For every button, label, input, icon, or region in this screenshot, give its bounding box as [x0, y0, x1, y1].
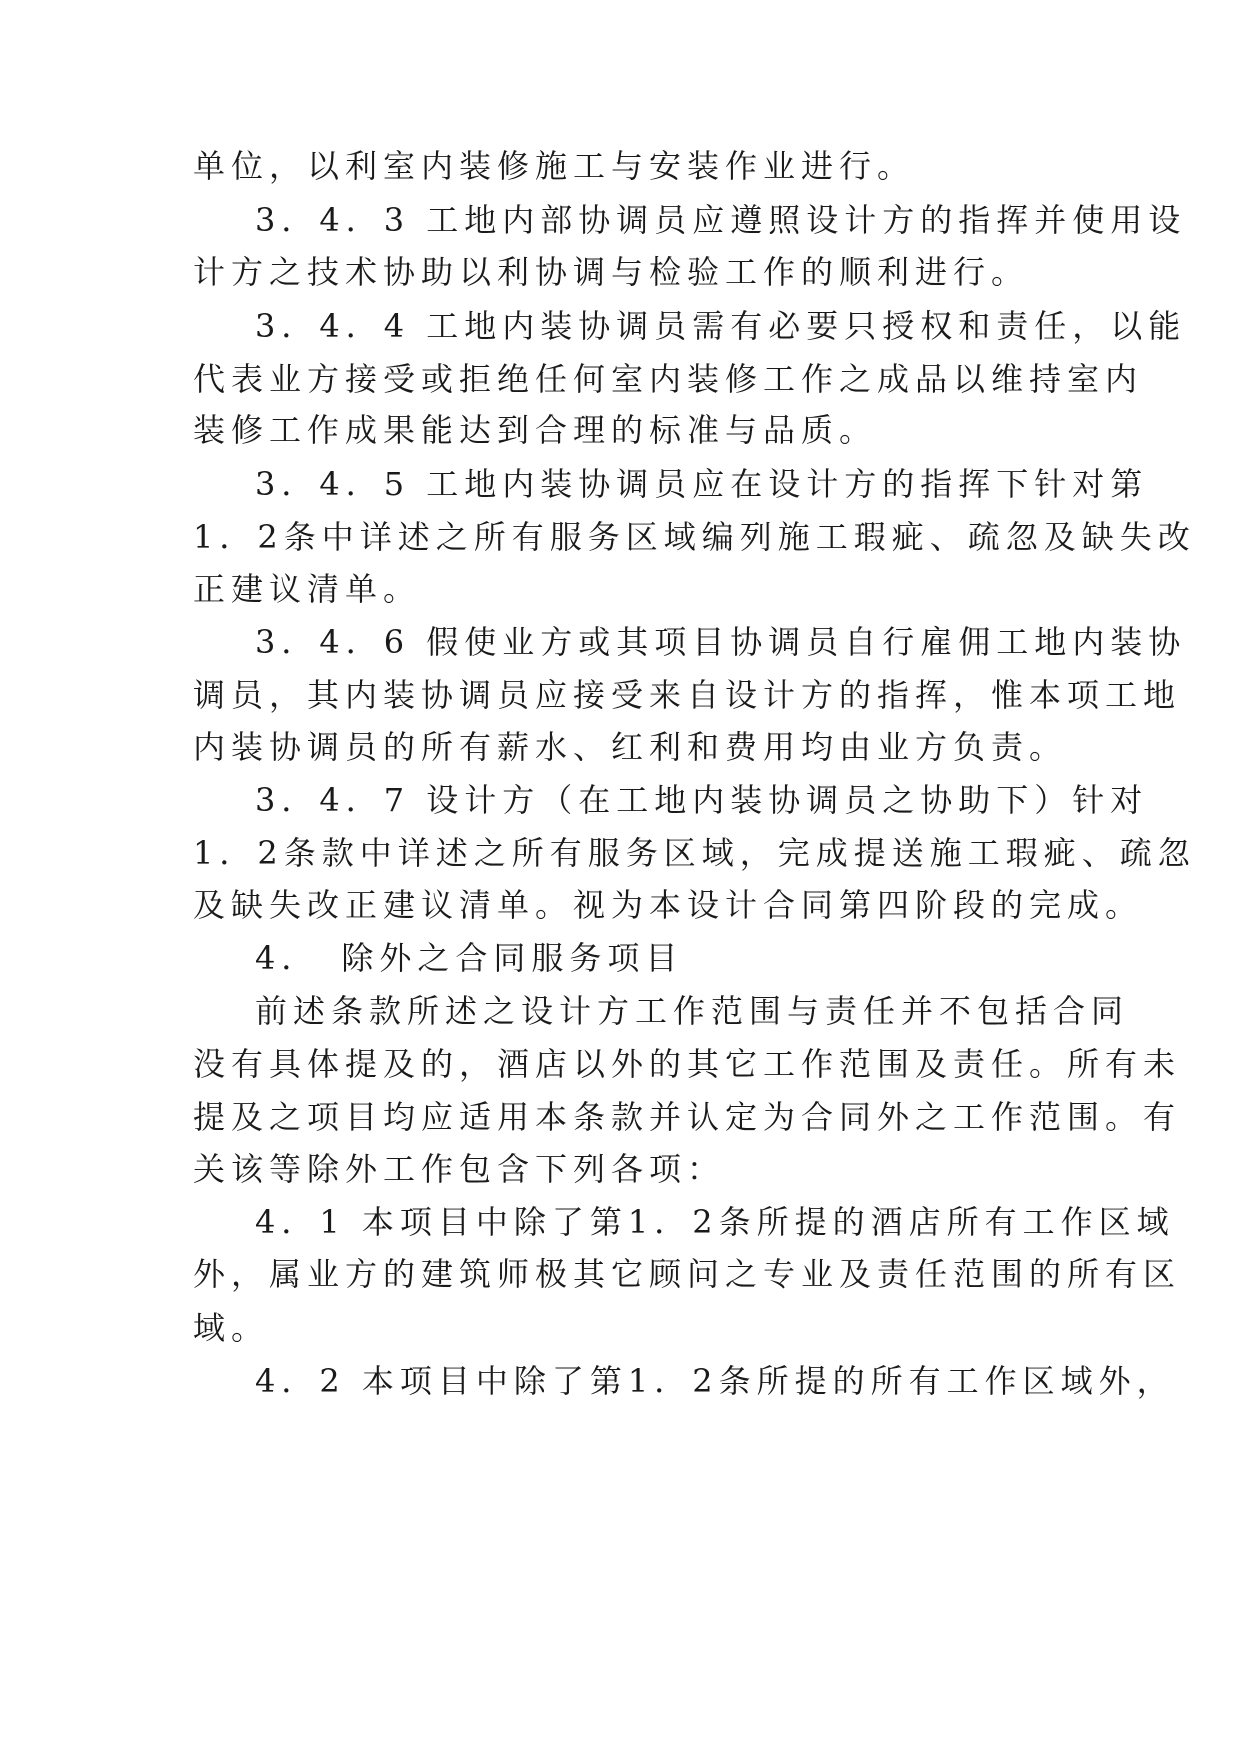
- section-heading-4: 4． 除外之合同服务项目: [255, 939, 684, 977]
- clause-4-2: 4．2 本项目中除了第1．2条所提的所有工作区域外，: [255, 1362, 1175, 1400]
- text-line: 单位，以利室内装修施工与安装作业进行。: [193, 147, 916, 185]
- clause-3-4-3: 3．4．3 工地内部协调员应遵照设计方的指挥并使用设: [255, 201, 1187, 239]
- text-line: 计方之技术协助以利协调与检验工作的顺利进行。: [193, 253, 1030, 291]
- clause-3-4-6: 3．4．6 假使业方或其项目协调员自行雇佣工地内装协: [255, 623, 1187, 661]
- text-line: 前述条款所述之设计方工作范围与责任并不包括合同: [255, 992, 1130, 1030]
- text-line: 装修工作成果能达到合理的标准与品质。: [193, 411, 878, 449]
- clause-3-4-5: 3．4．5 工地内装协调员应在设计方的指挥下针对第: [255, 465, 1149, 503]
- text-line: 1．2条款中详述之所有服务区域，完成提送施工瑕疵、疏忽: [193, 834, 1196, 872]
- text-line: 代表业方接受或拒绝任何室内装修工作之成品以维持室内: [193, 360, 1144, 398]
- text-line: 没有具体提及的，酒店以外的其它工作范围及责任。所有未: [193, 1045, 1182, 1083]
- clause-3-4-7: 3．4．7 设计方（在工地内装协调员之协助下）针对: [255, 781, 1149, 819]
- text-line: 域。: [193, 1309, 270, 1347]
- text-line: 1．2条中详述之所有服务区域编列施工瑕疵、疏忽及缺失改: [193, 518, 1196, 556]
- text-line: 及缺失改正建议清单。视为本设计合同第四阶段的完成。: [193, 886, 1144, 924]
- text-line: 关该等除外工作包含下列各项：: [193, 1150, 726, 1188]
- clause-3-4-4: 3．4．4 工地内装协调员需有必要只授权和责任，以能: [255, 307, 1187, 345]
- text-line: 调员，其内装协调员应接受来自设计方的指挥，惟本项工地: [193, 676, 1182, 714]
- text-line: 提及之项目均应适用本条款并认定为合同外之工作范围。有: [193, 1098, 1182, 1136]
- text-line: 内装协调员的所有薪水、红利和费用均由业方负责。: [193, 728, 1068, 766]
- clause-4-1: 4．1 本项目中除了第1．2条所提的酒店所有工作区域: [255, 1203, 1175, 1241]
- text-line: 外，属业方的建筑师极其它顾问之专业及责任范围的所有区: [193, 1255, 1182, 1293]
- text-line: 正建议清单。: [193, 570, 422, 608]
